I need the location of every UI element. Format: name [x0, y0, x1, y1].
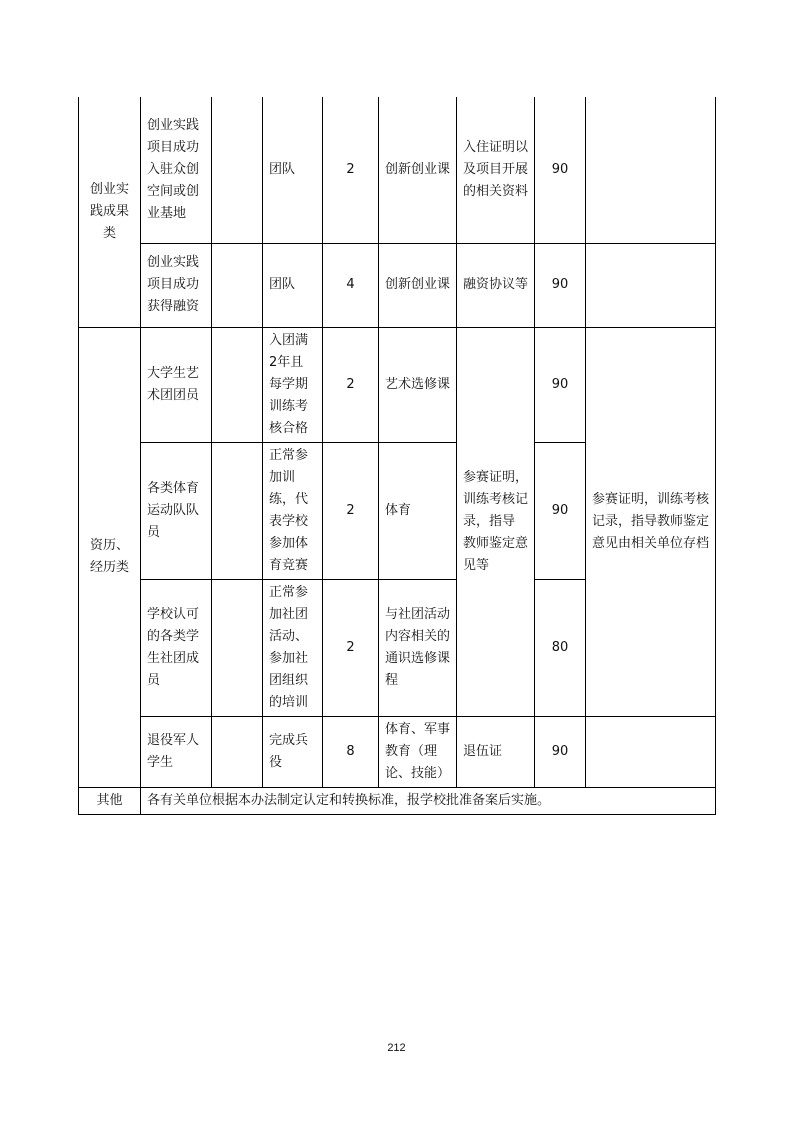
page-number: 212 [387, 1042, 406, 1054]
merged-evidence-cell: 参赛证明，训练考核记录，指导 教师鉴定意见等 [457, 327, 535, 716]
requirement-cell [212, 442, 263, 579]
score-cell: 90 [535, 442, 586, 579]
credit-cell: 4 [323, 243, 379, 327]
score-cell: 90 [535, 327, 586, 442]
item-cell: 学校认可的各类学生社团成员 [141, 579, 212, 716]
credit-cell: 2 [323, 97, 379, 243]
course-cell: 创新创业课 [379, 97, 457, 243]
form-cell: 完成兵役 [263, 716, 323, 787]
item-cell: 创业实践项目成功入驻众创空间或创业基地 [141, 97, 212, 243]
course-cell: 创新创业课 [379, 243, 457, 327]
table-row [79, 716, 716, 787]
form-cell: 团队 [263, 97, 323, 243]
score-cell: 90 [535, 97, 586, 243]
course-cell: 体育、军事教育（理论、技能） [379, 716, 457, 787]
credit-conversion-table [78, 97, 716, 815]
evidence-cell: 入住证明以及项目开展的相关资料 [457, 97, 535, 243]
item-cell: 各类体育运动队队员 [141, 442, 212, 579]
course-cell: 体育 [379, 442, 457, 579]
requirement-cell [212, 716, 263, 787]
credit-cell: 8 [323, 716, 379, 787]
form-cell: 正常参加社团活动、参加社团组织的培训 [263, 579, 323, 716]
note-cell [586, 716, 716, 787]
note-cell [586, 243, 716, 327]
requirement-cell [212, 243, 263, 327]
form-cell: 正常参加训练，代表学校参加体育竞赛 [263, 442, 323, 579]
item-cell: 创业实践项目成功获得融资 [141, 243, 212, 327]
evidence-cell: 退伍证 [457, 716, 535, 787]
note-cell [586, 97, 716, 243]
course-cell: 艺术选修课 [379, 327, 457, 442]
requirement-cell [212, 327, 263, 442]
other-text-cell: 各有关单位根据本办法制定认定和转换标准，报学校批准备案后实施。 [141, 787, 716, 814]
category-cell: 资历、经历类 [79, 327, 141, 787]
category-cell: 其他 [79, 787, 141, 814]
table-row [79, 97, 716, 243]
item-cell: 退役军人学生 [141, 716, 212, 787]
table-row [79, 327, 716, 442]
score-cell: 90 [535, 716, 586, 787]
merged-note-cell: 参赛证明，训练考核记录，指导教师鉴定意见由相关单位存档 [586, 327, 716, 716]
credit-cell: 2 [323, 327, 379, 442]
category-cell: 创业实践成果类 [79, 97, 141, 327]
score-cell: 90 [535, 243, 586, 327]
credit-cell: 2 [323, 579, 379, 716]
score-cell: 80 [535, 579, 586, 716]
requirement-cell [212, 97, 263, 243]
form-cell: 入团满2年且每学期训练考核合格 [263, 327, 323, 442]
requirement-cell [212, 579, 263, 716]
course-cell: 与社团活动内容相关的通识选修课程 [379, 579, 457, 716]
credit-cell: 2 [323, 442, 379, 579]
form-cell: 团队 [263, 243, 323, 327]
item-cell: 大学生艺术团团员 [141, 327, 212, 442]
table-row [79, 787, 716, 814]
table-row [79, 243, 716, 327]
evidence-cell: 融资协议等 [457, 243, 535, 327]
